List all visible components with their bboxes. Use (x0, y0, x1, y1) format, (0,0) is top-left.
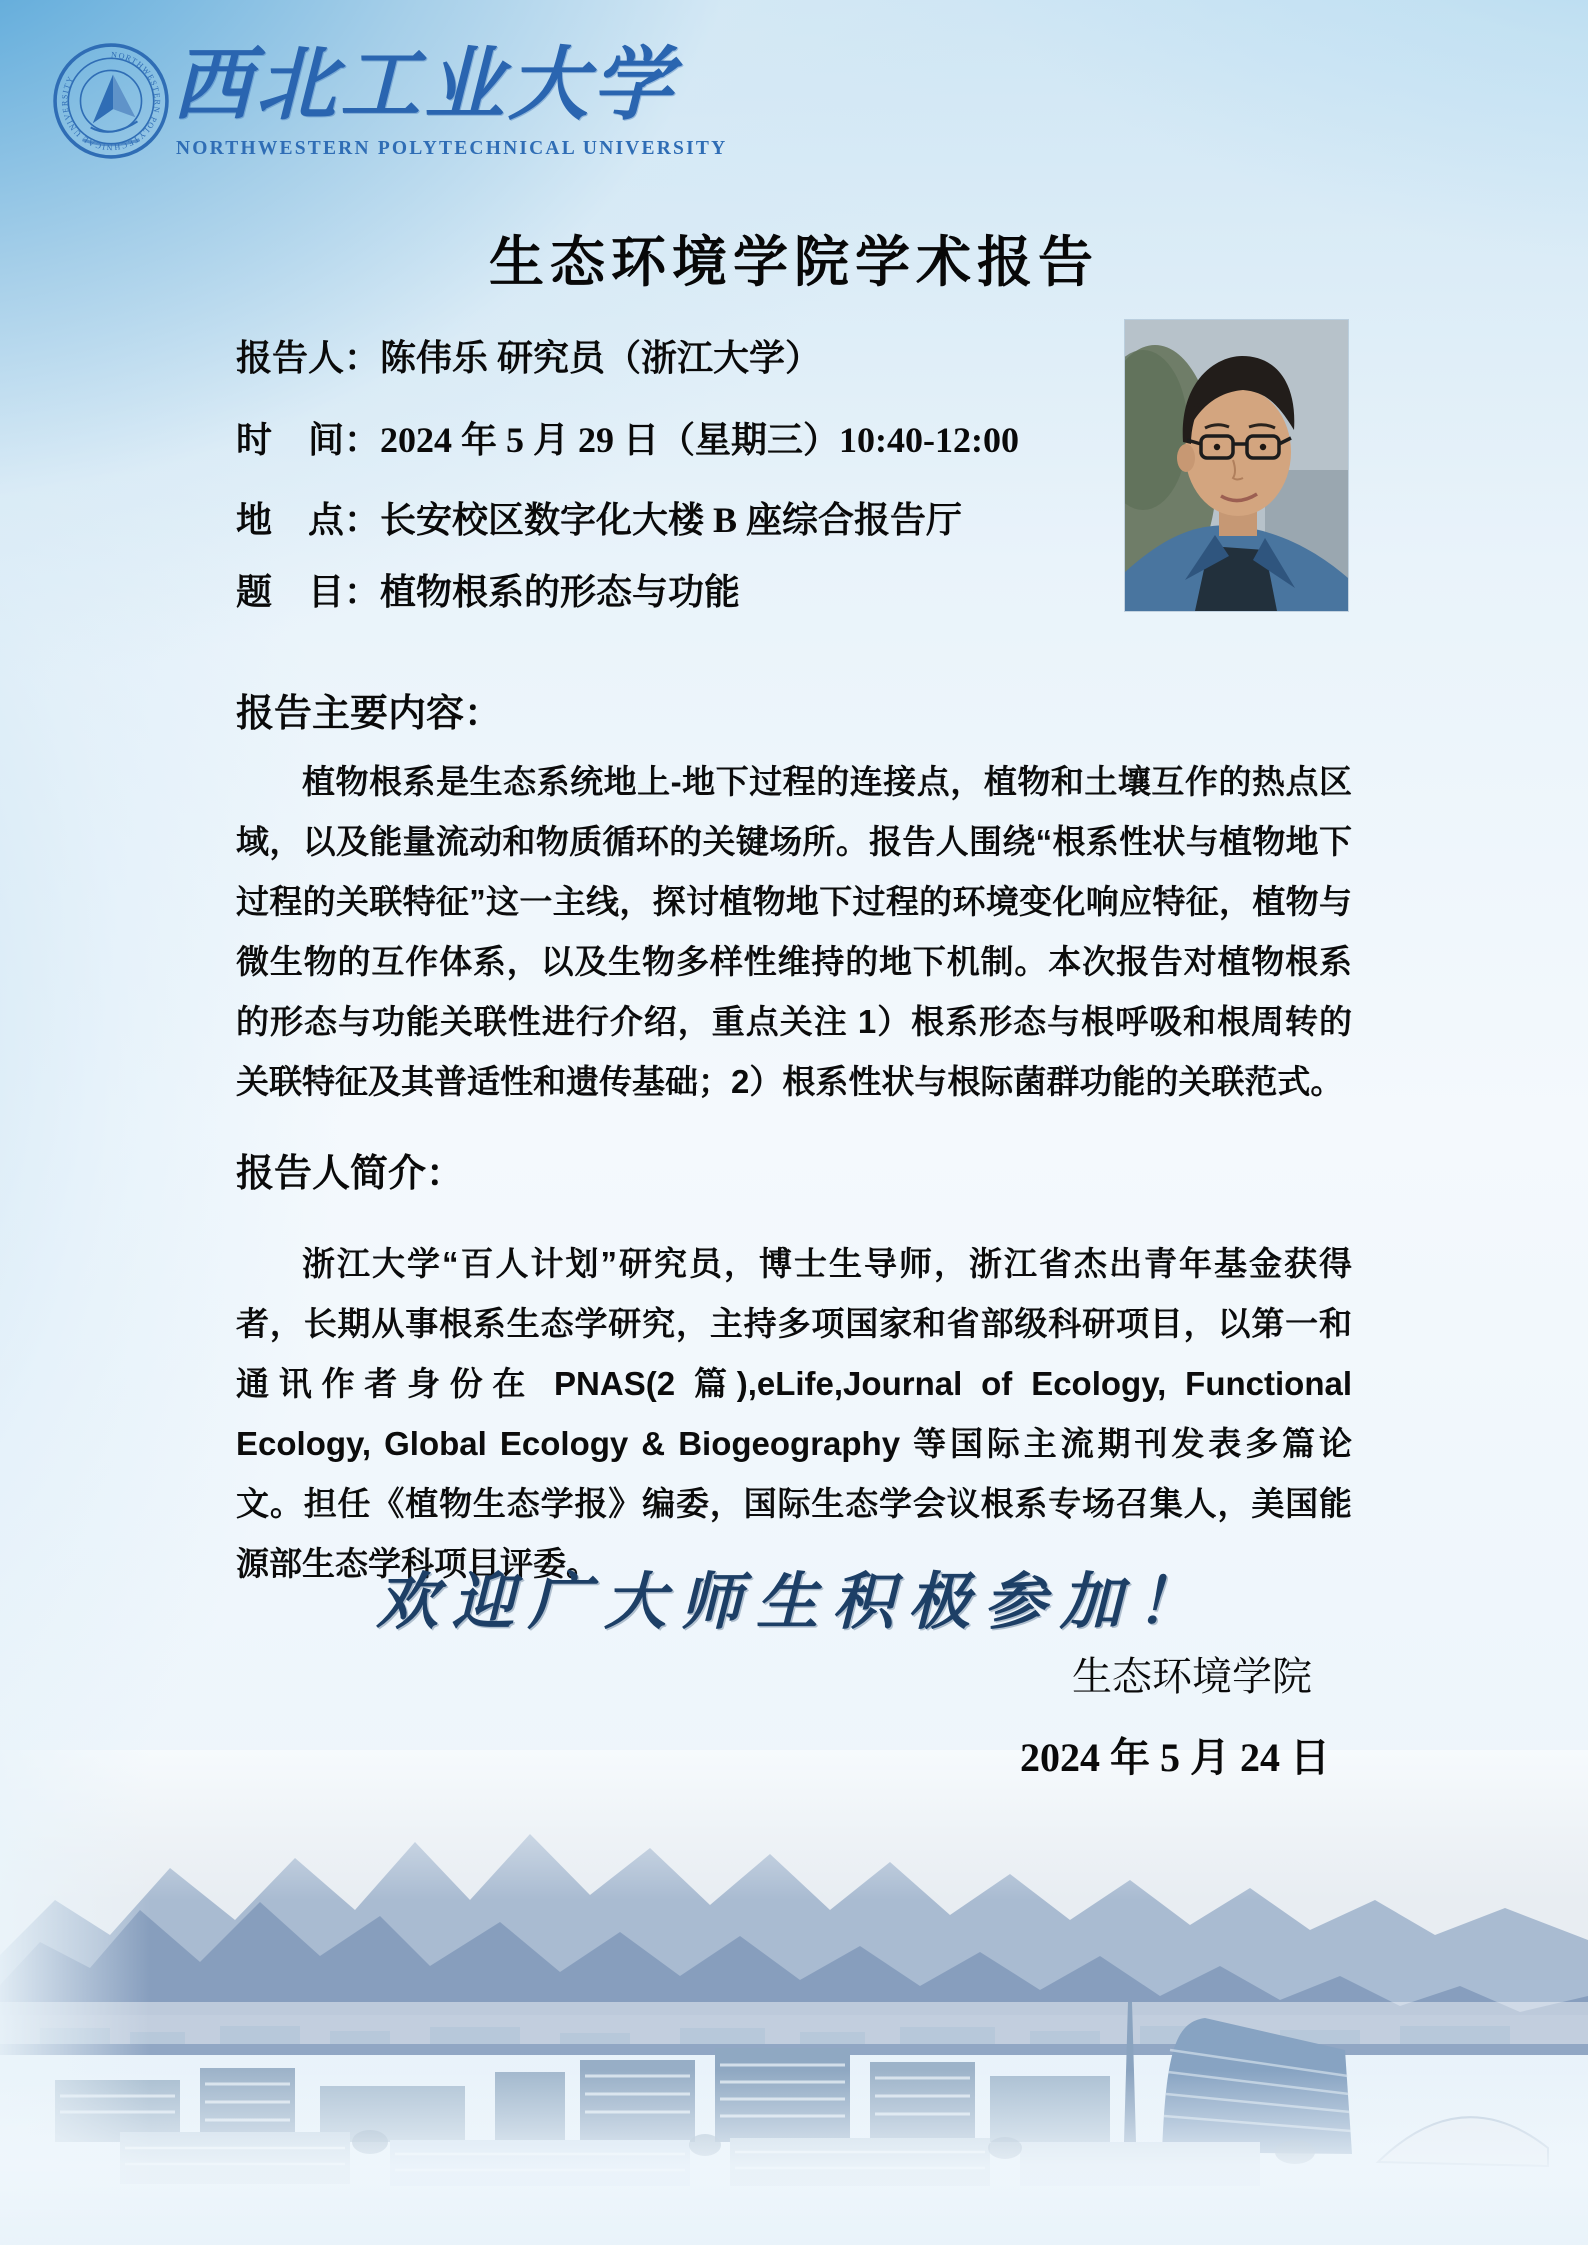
info-row-location (236, 492, 1116, 543)
location-value: 长安校区数字化大楼 B 座综合报告厅 (380, 500, 963, 540)
info-row-time (236, 412, 1116, 463)
paper-plane-icon (91, 75, 138, 132)
welcome-calligraphy: 欢迎广大师生积极参加！ (375, 1569, 1212, 1637)
signature-department: 生态环境学院 (1072, 1654, 1312, 1699)
speaker-photo (1125, 320, 1348, 611)
speaker-label: 报告人： (236, 338, 381, 378)
time-value: 2024 年 5 月 29 日（星期三）10:40-12:00 (380, 420, 1019, 460)
info-row-speaker (236, 330, 1116, 381)
content-paragraph: 植物根系是生态系统地上-地下过程的连接点，植物和土壤互作的热点区域，以及能量流动和物质循环的关键场所。报告人围绕“根系性状与植物地下过程的关联特征”这一主线，探讨植物地下过程的环境变化响应特征，植物与微生物的互作体系，以及生物多样性维持的地下机制。本次报告对植物根系的形态与功能关联性进行介绍，重点关注 1）根系形态与根呼吸和根周转的关联特征及其普适性和遗传基础；2）根系性状与根际菌群功能的关联范式。 (236, 763, 1352, 1100)
time-label: 时 间： (236, 420, 381, 460)
university-name-cn: 西北工业大学 (172, 42, 676, 130)
university-seal-icon (52, 40, 170, 162)
bio-paragraph: 浙江大学“百人计划”研究员，博士生导师，浙江省杰出青年基金获得者，长期从事根系生态学研究，主持多项国家和省部级科研项目，以第一和通讯作者身份在 PNAS(2 篇),eLife,Journal of Ecology, Functional Ecology, Global Ecology & Biogeography 等国际主流期刊发表多篇论文。担任《植物生态学报》编委，国际生态学会议根系专场召集人，美国能源部生态学科项目评委。 (236, 1245, 1352, 1582)
seal-ring-text: NORTHWESTERN POLYTECHNICAL UNIVERSITY (60, 50, 162, 152)
panorama-top-fade (0, 1750, 1588, 1900)
signature-date: 2024 年 5 月 24 日 (1020, 1735, 1330, 1780)
bio-heading: 报告人简介： (236, 1153, 465, 1195)
campus-panorama-image (0, 1750, 1588, 2245)
location-label: 地 点： (236, 500, 381, 540)
topic-label: 题 目： (236, 572, 381, 612)
university-name-en: NORTHWESTERN POLYTECHNICAL UNIVERSITY (176, 138, 728, 159)
panorama-bottom-fade (0, 2070, 1588, 2245)
topic-value: 植物根系的形态与功能 (380, 572, 741, 612)
content-heading: 报告主要内容： (236, 693, 503, 735)
speaker-value: 陈伟乐 研究员（浙江大学） (380, 338, 822, 378)
page-title: 生态环境学院学术报告 (488, 232, 1099, 293)
info-row-topic (236, 564, 1116, 615)
